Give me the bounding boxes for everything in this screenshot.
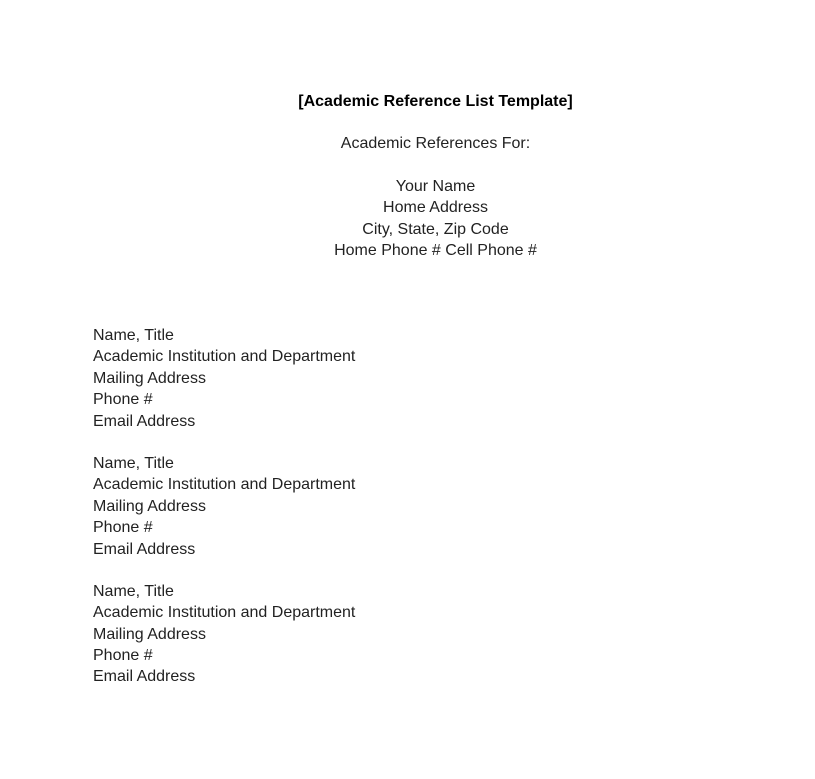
reference-phone: Phone #: [93, 647, 153, 665]
applicant-contact-block: [0, 176, 815, 262]
reference-entry: [93, 453, 355, 560]
references-for-heading: Academic References For:: [340, 135, 531, 152]
reference-name-title: Name, Title: [93, 582, 174, 600]
applicant-city-state-zip: City, State, Zip Code: [362, 220, 509, 238]
reference-entry: [93, 325, 355, 432]
reference-institution: Academic Institution and Department: [93, 476, 356, 494]
applicant-phones: Home Phone # Cell Phone #: [334, 242, 537, 260]
reference-entry: [93, 581, 355, 688]
applicant-address: Home Address: [383, 199, 488, 217]
reference-phone: Phone #: [93, 391, 153, 409]
reference-mailing-address: Mailing Address: [93, 625, 206, 643]
document-title: [Academic Reference List Template]: [298, 93, 573, 110]
reference-institution: Academic Institution and Department: [93, 348, 356, 366]
reference-name-title: Name, Title: [93, 454, 174, 472]
applicant-name: Your Name: [395, 178, 476, 195]
reference-email: Email Address: [93, 540, 196, 558]
reference-mailing-address: Mailing Address: [93, 369, 206, 387]
reference-email: Email Address: [93, 668, 196, 686]
reference-list: [93, 325, 355, 709]
reference-name-title: Name, Title: [93, 327, 174, 344]
reference-email: Email Address: [93, 412, 196, 430]
reference-mailing-address: Mailing Address: [93, 497, 206, 515]
reference-phone: Phone #: [93, 519, 153, 537]
reference-institution: Academic Institution and Department: [93, 604, 356, 622]
